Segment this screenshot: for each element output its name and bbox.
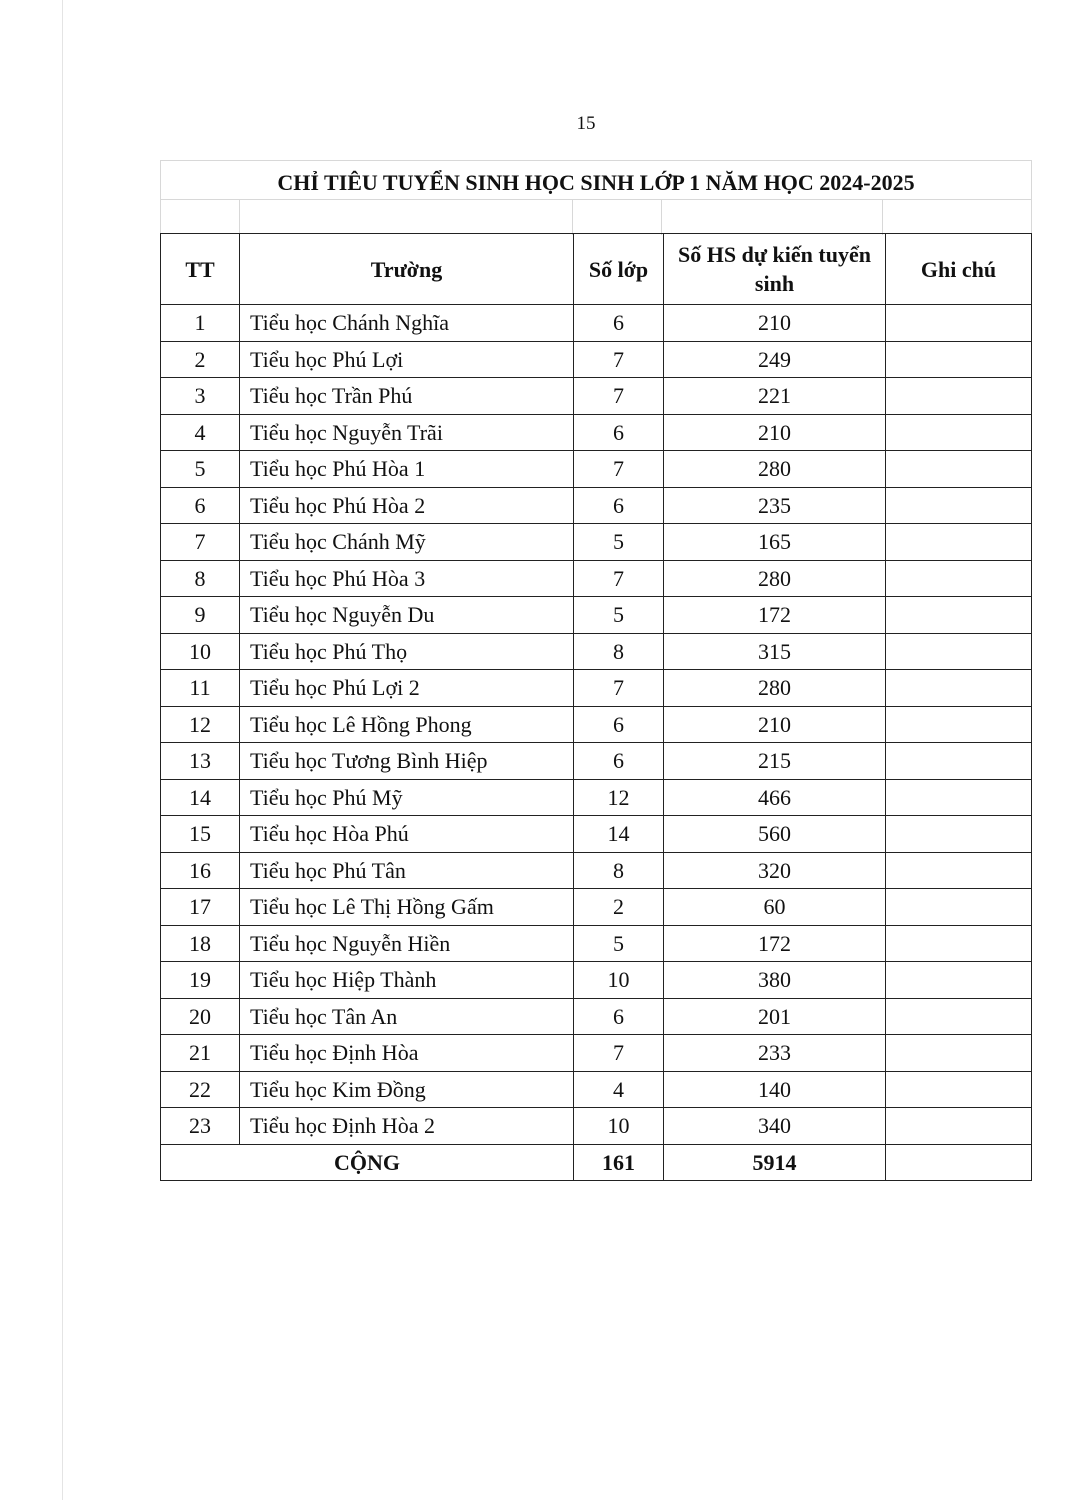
row-students: 201 bbox=[664, 998, 886, 1035]
row-note bbox=[886, 743, 1032, 780]
row-note bbox=[886, 998, 1032, 1035]
header-note: Ghi chú bbox=[886, 234, 1032, 305]
row-tt: 20 bbox=[161, 998, 240, 1035]
page-edge bbox=[62, 0, 63, 1500]
row-students: 320 bbox=[664, 852, 886, 889]
row-school: Tiểu học Phú Mỹ bbox=[240, 779, 574, 816]
page-number: 15 bbox=[576, 113, 596, 134]
row-school: Tiểu học Phú Hòa 1 bbox=[240, 451, 574, 488]
row-tt: 5 bbox=[161, 451, 240, 488]
row-school: Tiểu học Hòa Phú bbox=[240, 816, 574, 853]
total-label: CỘNG bbox=[161, 1144, 574, 1181]
row-tt: 12 bbox=[161, 706, 240, 743]
total-note bbox=[886, 1144, 1032, 1181]
row-tt: 15 bbox=[161, 816, 240, 853]
row-students: 249 bbox=[664, 341, 886, 378]
row-tt: 8 bbox=[161, 560, 240, 597]
table-row bbox=[161, 998, 1032, 1035]
table-row bbox=[161, 779, 1032, 816]
row-note bbox=[886, 1108, 1032, 1145]
row-students: 210 bbox=[664, 305, 886, 342]
row-classes: 5 bbox=[574, 597, 664, 634]
table-row bbox=[161, 451, 1032, 488]
row-students: 60 bbox=[664, 889, 886, 926]
row-students: 280 bbox=[664, 451, 886, 488]
row-tt: 1 bbox=[161, 305, 240, 342]
table-row bbox=[161, 560, 1032, 597]
row-classes: 6 bbox=[574, 706, 664, 743]
total-row bbox=[161, 1144, 1032, 1181]
row-note bbox=[886, 816, 1032, 853]
row-students: 233 bbox=[664, 1035, 886, 1072]
row-tt: 7 bbox=[161, 524, 240, 561]
row-school: Tiểu học Phú Lợi 2 bbox=[240, 670, 574, 707]
row-school: Tiểu học Kim Đồng bbox=[240, 1071, 574, 1108]
row-school: Tiểu học Phú Tân bbox=[240, 852, 574, 889]
row-tt: 14 bbox=[161, 779, 240, 816]
row-school: Tiểu học Tân An bbox=[240, 998, 574, 1035]
row-school: Tiểu học Chánh Nghĩa bbox=[240, 305, 574, 342]
table-row bbox=[161, 305, 1032, 342]
table-row bbox=[161, 597, 1032, 634]
row-classes: 6 bbox=[574, 487, 664, 524]
table-row bbox=[161, 925, 1032, 962]
table-row bbox=[161, 816, 1032, 853]
row-classes: 6 bbox=[574, 305, 664, 342]
row-note bbox=[886, 560, 1032, 597]
row-classes: 7 bbox=[574, 341, 664, 378]
row-school: Tiểu học Hiệp Thành bbox=[240, 962, 574, 999]
row-tt: 10 bbox=[161, 633, 240, 670]
table-row bbox=[161, 852, 1032, 889]
row-school: Tiểu học Chánh Mỹ bbox=[240, 524, 574, 561]
header-row bbox=[161, 234, 1032, 305]
row-note bbox=[886, 633, 1032, 670]
table-row bbox=[161, 524, 1032, 561]
row-note bbox=[886, 706, 1032, 743]
row-students: 172 bbox=[664, 597, 886, 634]
row-students: 165 bbox=[664, 524, 886, 561]
row-school: Tiểu học Lê Thị Hồng Gấm bbox=[240, 889, 574, 926]
row-school: Tiểu học Tương Bình Hiệp bbox=[240, 743, 574, 780]
row-students: 210 bbox=[664, 706, 886, 743]
row-students: 466 bbox=[664, 779, 886, 816]
row-tt: 23 bbox=[161, 1108, 240, 1145]
row-note bbox=[886, 852, 1032, 889]
row-tt: 3 bbox=[161, 378, 240, 415]
row-students: 380 bbox=[664, 962, 886, 999]
row-students: 315 bbox=[664, 633, 886, 670]
row-note bbox=[886, 670, 1032, 707]
table-row bbox=[161, 706, 1032, 743]
row-classes: 5 bbox=[574, 524, 664, 561]
header-students: Số HS dự kiến tuyển sinh bbox=[664, 234, 886, 305]
total-classes: 161 bbox=[574, 1144, 664, 1181]
row-classes: 7 bbox=[574, 670, 664, 707]
row-tt: 21 bbox=[161, 1035, 240, 1072]
row-classes: 12 bbox=[574, 779, 664, 816]
row-classes: 7 bbox=[574, 378, 664, 415]
row-tt: 4 bbox=[161, 414, 240, 451]
row-classes: 6 bbox=[574, 743, 664, 780]
table-row bbox=[161, 1071, 1032, 1108]
table-row bbox=[161, 962, 1032, 999]
row-note bbox=[886, 341, 1032, 378]
table-row bbox=[161, 743, 1032, 780]
row-note bbox=[886, 1035, 1032, 1072]
row-tt: 17 bbox=[161, 889, 240, 926]
table-row bbox=[161, 487, 1032, 524]
row-students: 340 bbox=[664, 1108, 886, 1145]
row-note bbox=[886, 378, 1032, 415]
row-tt: 19 bbox=[161, 962, 240, 999]
row-tt: 22 bbox=[161, 1071, 240, 1108]
table-row bbox=[161, 341, 1032, 378]
row-students: 235 bbox=[664, 487, 886, 524]
table-row bbox=[161, 414, 1032, 451]
row-note bbox=[886, 1071, 1032, 1108]
row-students: 215 bbox=[664, 743, 886, 780]
row-classes: 8 bbox=[574, 633, 664, 670]
header-tt: TT bbox=[161, 234, 240, 305]
row-note bbox=[886, 597, 1032, 634]
table-row bbox=[161, 670, 1032, 707]
spacer-row bbox=[161, 200, 1031, 235]
row-classes: 4 bbox=[574, 1071, 664, 1108]
row-school: Tiểu học Định Hòa 2 bbox=[240, 1108, 574, 1145]
row-students: 280 bbox=[664, 670, 886, 707]
row-note bbox=[886, 451, 1032, 488]
table-body bbox=[161, 305, 1032, 1145]
row-students: 560 bbox=[664, 816, 886, 853]
header-school: Trường bbox=[240, 234, 574, 305]
row-tt: 18 bbox=[161, 925, 240, 962]
table-row bbox=[161, 378, 1032, 415]
row-note bbox=[886, 487, 1032, 524]
total-students: 5914 bbox=[664, 1144, 886, 1181]
table-row bbox=[161, 1108, 1032, 1145]
row-school: Tiểu học Phú Hòa 2 bbox=[240, 487, 574, 524]
row-school: Tiểu học Nguyễn Du bbox=[240, 597, 574, 634]
row-school: Tiểu học Lê Hồng Phong bbox=[240, 706, 574, 743]
table-title: CHỈ TIÊU TUYỂN SINH HỌC SINH LỚP 1 NĂM HỌC 2024-2025 bbox=[161, 161, 1031, 200]
row-students: 280 bbox=[664, 560, 886, 597]
row-tt: 2 bbox=[161, 341, 240, 378]
row-note bbox=[886, 889, 1032, 926]
enrollment-table bbox=[160, 233, 1032, 1181]
row-school: Tiểu học Định Hòa bbox=[240, 1035, 574, 1072]
row-school: Tiểu học Phú Thọ bbox=[240, 633, 574, 670]
row-classes: 14 bbox=[574, 816, 664, 853]
row-school: Tiểu học Nguyễn Hiền bbox=[240, 925, 574, 962]
row-students: 172 bbox=[664, 925, 886, 962]
row-note bbox=[886, 779, 1032, 816]
row-school: Tiểu học Phú Hòa 3 bbox=[240, 560, 574, 597]
row-tt: 9 bbox=[161, 597, 240, 634]
row-note bbox=[886, 305, 1032, 342]
row-tt: 6 bbox=[161, 487, 240, 524]
row-students: 210 bbox=[664, 414, 886, 451]
row-school: Tiểu học Trần Phú bbox=[240, 378, 574, 415]
row-tt: 16 bbox=[161, 852, 240, 889]
title-block bbox=[160, 160, 1032, 235]
row-classes: 7 bbox=[574, 1035, 664, 1072]
row-classes: 10 bbox=[574, 1108, 664, 1145]
row-classes: 8 bbox=[574, 852, 664, 889]
row-tt: 13 bbox=[161, 743, 240, 780]
row-school: Tiểu học Nguyễn Trãi bbox=[240, 414, 574, 451]
table-row bbox=[161, 889, 1032, 926]
row-classes: 6 bbox=[574, 414, 664, 451]
row-classes: 6 bbox=[574, 998, 664, 1035]
row-note bbox=[886, 962, 1032, 999]
table-row bbox=[161, 633, 1032, 670]
row-tt: 11 bbox=[161, 670, 240, 707]
row-note bbox=[886, 414, 1032, 451]
row-students: 221 bbox=[664, 378, 886, 415]
row-classes: 7 bbox=[574, 560, 664, 597]
row-classes: 2 bbox=[574, 889, 664, 926]
row-note bbox=[886, 524, 1032, 561]
row-classes: 7 bbox=[574, 451, 664, 488]
row-school: Tiểu học Phú Lợi bbox=[240, 341, 574, 378]
header-classes: Số lớp bbox=[574, 234, 664, 305]
row-classes: 10 bbox=[574, 962, 664, 999]
row-students: 140 bbox=[664, 1071, 886, 1108]
row-note bbox=[886, 925, 1032, 962]
row-classes: 5 bbox=[574, 925, 664, 962]
table-row bbox=[161, 1035, 1032, 1072]
